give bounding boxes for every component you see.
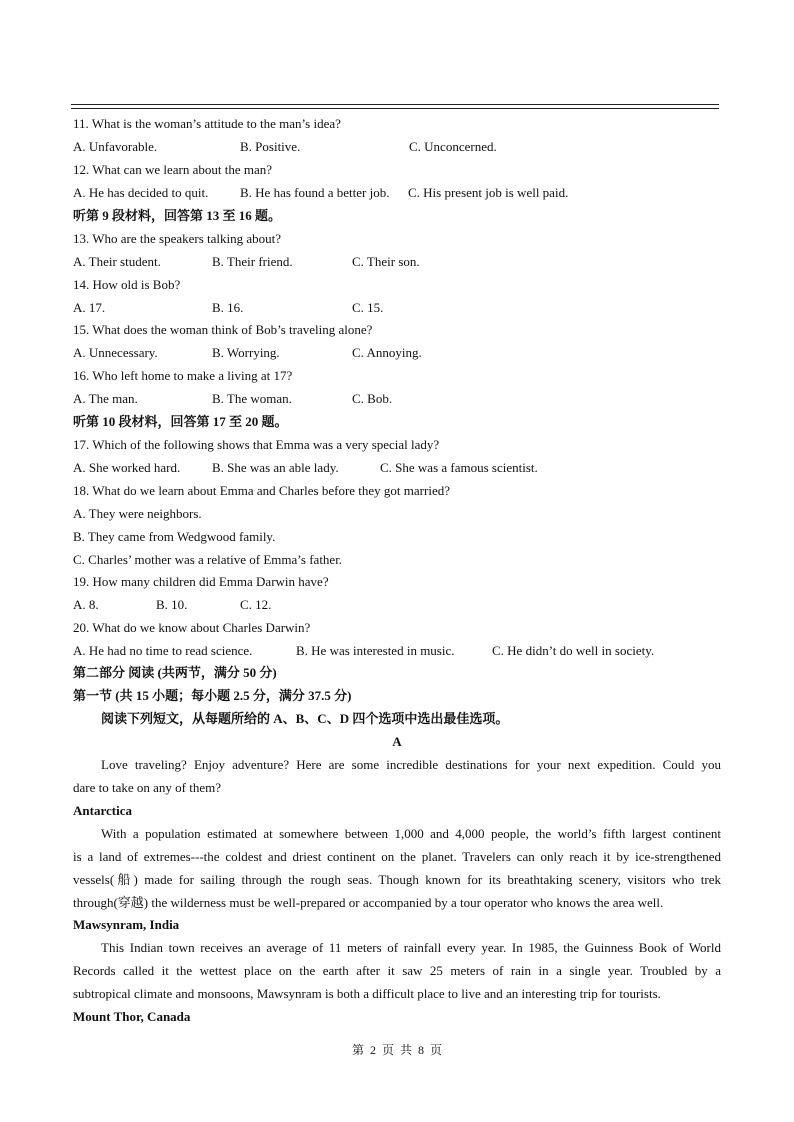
- intro-line-2: dare to take on any of them?: [73, 780, 221, 795]
- q12-option-c: C. His present job is well paid.: [408, 185, 569, 200]
- section1-heading: 第一节 (共 15 小题；每小题 2.5 分，满分 37.5 分): [73, 688, 352, 703]
- q12-option-b: B. He has found a better job.: [240, 185, 390, 200]
- q14-stem: 14. How old is Bob?: [73, 277, 181, 292]
- q15-option-a: A. Unnecessary.: [73, 345, 158, 360]
- q11-option-a: A. Unfavorable.: [73, 139, 158, 154]
- q16-option-a: A. The man.: [73, 391, 138, 406]
- q16-option-b: B. The woman.: [212, 391, 292, 406]
- q18-stem: 18. What do we learn about Emma and Charles before they got married?: [73, 483, 450, 498]
- q17-option-b: B. She was an able lady.: [212, 460, 339, 475]
- passage-label: A: [392, 734, 402, 749]
- q19-option-c: C. 12.: [240, 597, 272, 612]
- antarctica-heading: Antarctica: [73, 803, 132, 818]
- q16-stem: 16. Who left home to make a living at 17?: [73, 368, 293, 383]
- q15-option-b: B. Worrying.: [212, 345, 280, 360]
- page-footer: 第 2 页 共 8 页: [351, 1043, 442, 1057]
- q14-option-a: A. 17.: [73, 300, 106, 315]
- q13-option-a: A. Their student.: [73, 254, 161, 269]
- q17-option-a: A. She worked hard.: [73, 460, 181, 475]
- q20-option-a: A. He had no time to read science.: [73, 643, 253, 658]
- q17-option-c: C. She was a famous scientist.: [380, 460, 538, 475]
- q13-stem: 13. Who are the speakers talking about?: [73, 231, 282, 246]
- q15-stem: 15. What does the woman think of Bob’s traveling alone?: [73, 322, 373, 337]
- part2-heading: 第二部分 阅读 (共两节，满分 50 分): [73, 665, 277, 680]
- q19-option-a: A. 8.: [73, 597, 99, 612]
- q19-option-b: B. 10.: [156, 597, 188, 612]
- q18-option-a: A. They were neighbors.: [73, 506, 202, 521]
- q16-option-c: C. Bob.: [352, 391, 393, 406]
- mawsynram-heading: Mawsynram, India: [73, 917, 180, 932]
- q14-option-c: C. 15.: [352, 300, 384, 315]
- instruction: 阅读下列短文，从每题所给的 A、B、C、D 四个选项中选出最佳选项。: [101, 711, 509, 726]
- q13-option-c: C. Their son.: [352, 254, 420, 269]
- header-rule-top: [71, 104, 719, 105]
- q12-stem: 12. What can we learn about the man?: [73, 162, 273, 177]
- q11-option-b: B. Positive.: [240, 139, 301, 154]
- header-rule-bottom: [71, 108, 719, 109]
- q17-stem: 17. Which of the following shows that Emma was a very special lady?: [73, 437, 440, 452]
- mount-thor-heading: Mount Thor, Canada: [73, 1009, 191, 1024]
- antarctica-line-3: vessels(船) made for sailing through the rough seas. Though known for its breathtaking scenery, visitors who trek: [73, 872, 721, 887]
- q20-option-b: B. He was interested in music.: [296, 643, 455, 658]
- q11-stem: 11. What is the woman’s attitude to the man’s idea?: [73, 116, 341, 131]
- mawsynram-line-1: This Indian town receives an average of 11 meters of rainfall every year. In 1985, the Guinness Book of World: [101, 940, 721, 955]
- antarctica-line-1: With a population estimated at somewhere between 1,000 and 4,000 people, the world’s fifth largest continent: [101, 826, 721, 841]
- q12-option-a: A. He has decided to quit.: [73, 185, 209, 200]
- q11-option-c: C. Unconcerned.: [409, 139, 497, 154]
- intro-line-1: Love traveling? Enjoy adventure? Here are some incredible destinations for your next expedition. Could you: [101, 757, 721, 772]
- mawsynram-line-3: subtropical climate and monsoons, Mawsynram is both a difficult place to live and an interesting trip for tourists.: [73, 986, 661, 1001]
- antarctica-line-2: is a land of extremes---the coldest and driest continent on the planet. Travelers can only reach it by ice-strengthened: [73, 849, 721, 864]
- q20-option-c: C. He didn’t do well in society.: [492, 643, 655, 658]
- q13-option-b: B. Their friend.: [212, 254, 293, 269]
- antarctica-line-4: through(穿越) the wilderness must be well-prepared or accompanied by a tour operator who knows the area well.: [73, 895, 664, 910]
- q20-stem: 20. What do we know about Charles Darwin?: [73, 620, 311, 635]
- q14-option-b: B. 16.: [212, 300, 244, 315]
- q19-stem: 19. How many children did Emma Darwin have?: [73, 574, 329, 589]
- q15-option-c: C. Annoying.: [352, 345, 422, 360]
- q18-option-c: C. Charles’ mother was a relative of Emma’s father.: [73, 552, 343, 567]
- mawsynram-line-2: Records called it the wettest place on the earth after it saw 25 meters of rain in a single year. Troubled by a: [73, 963, 721, 978]
- section-heading-9: 听第 9 段材料，回答第 13 至 16 题。: [73, 208, 282, 223]
- section-heading-10: 听第 10 段材料，回答第 17 至 20 题。: [73, 414, 288, 429]
- q18-option-b: B. They came from Wedgwood family.: [73, 529, 276, 544]
